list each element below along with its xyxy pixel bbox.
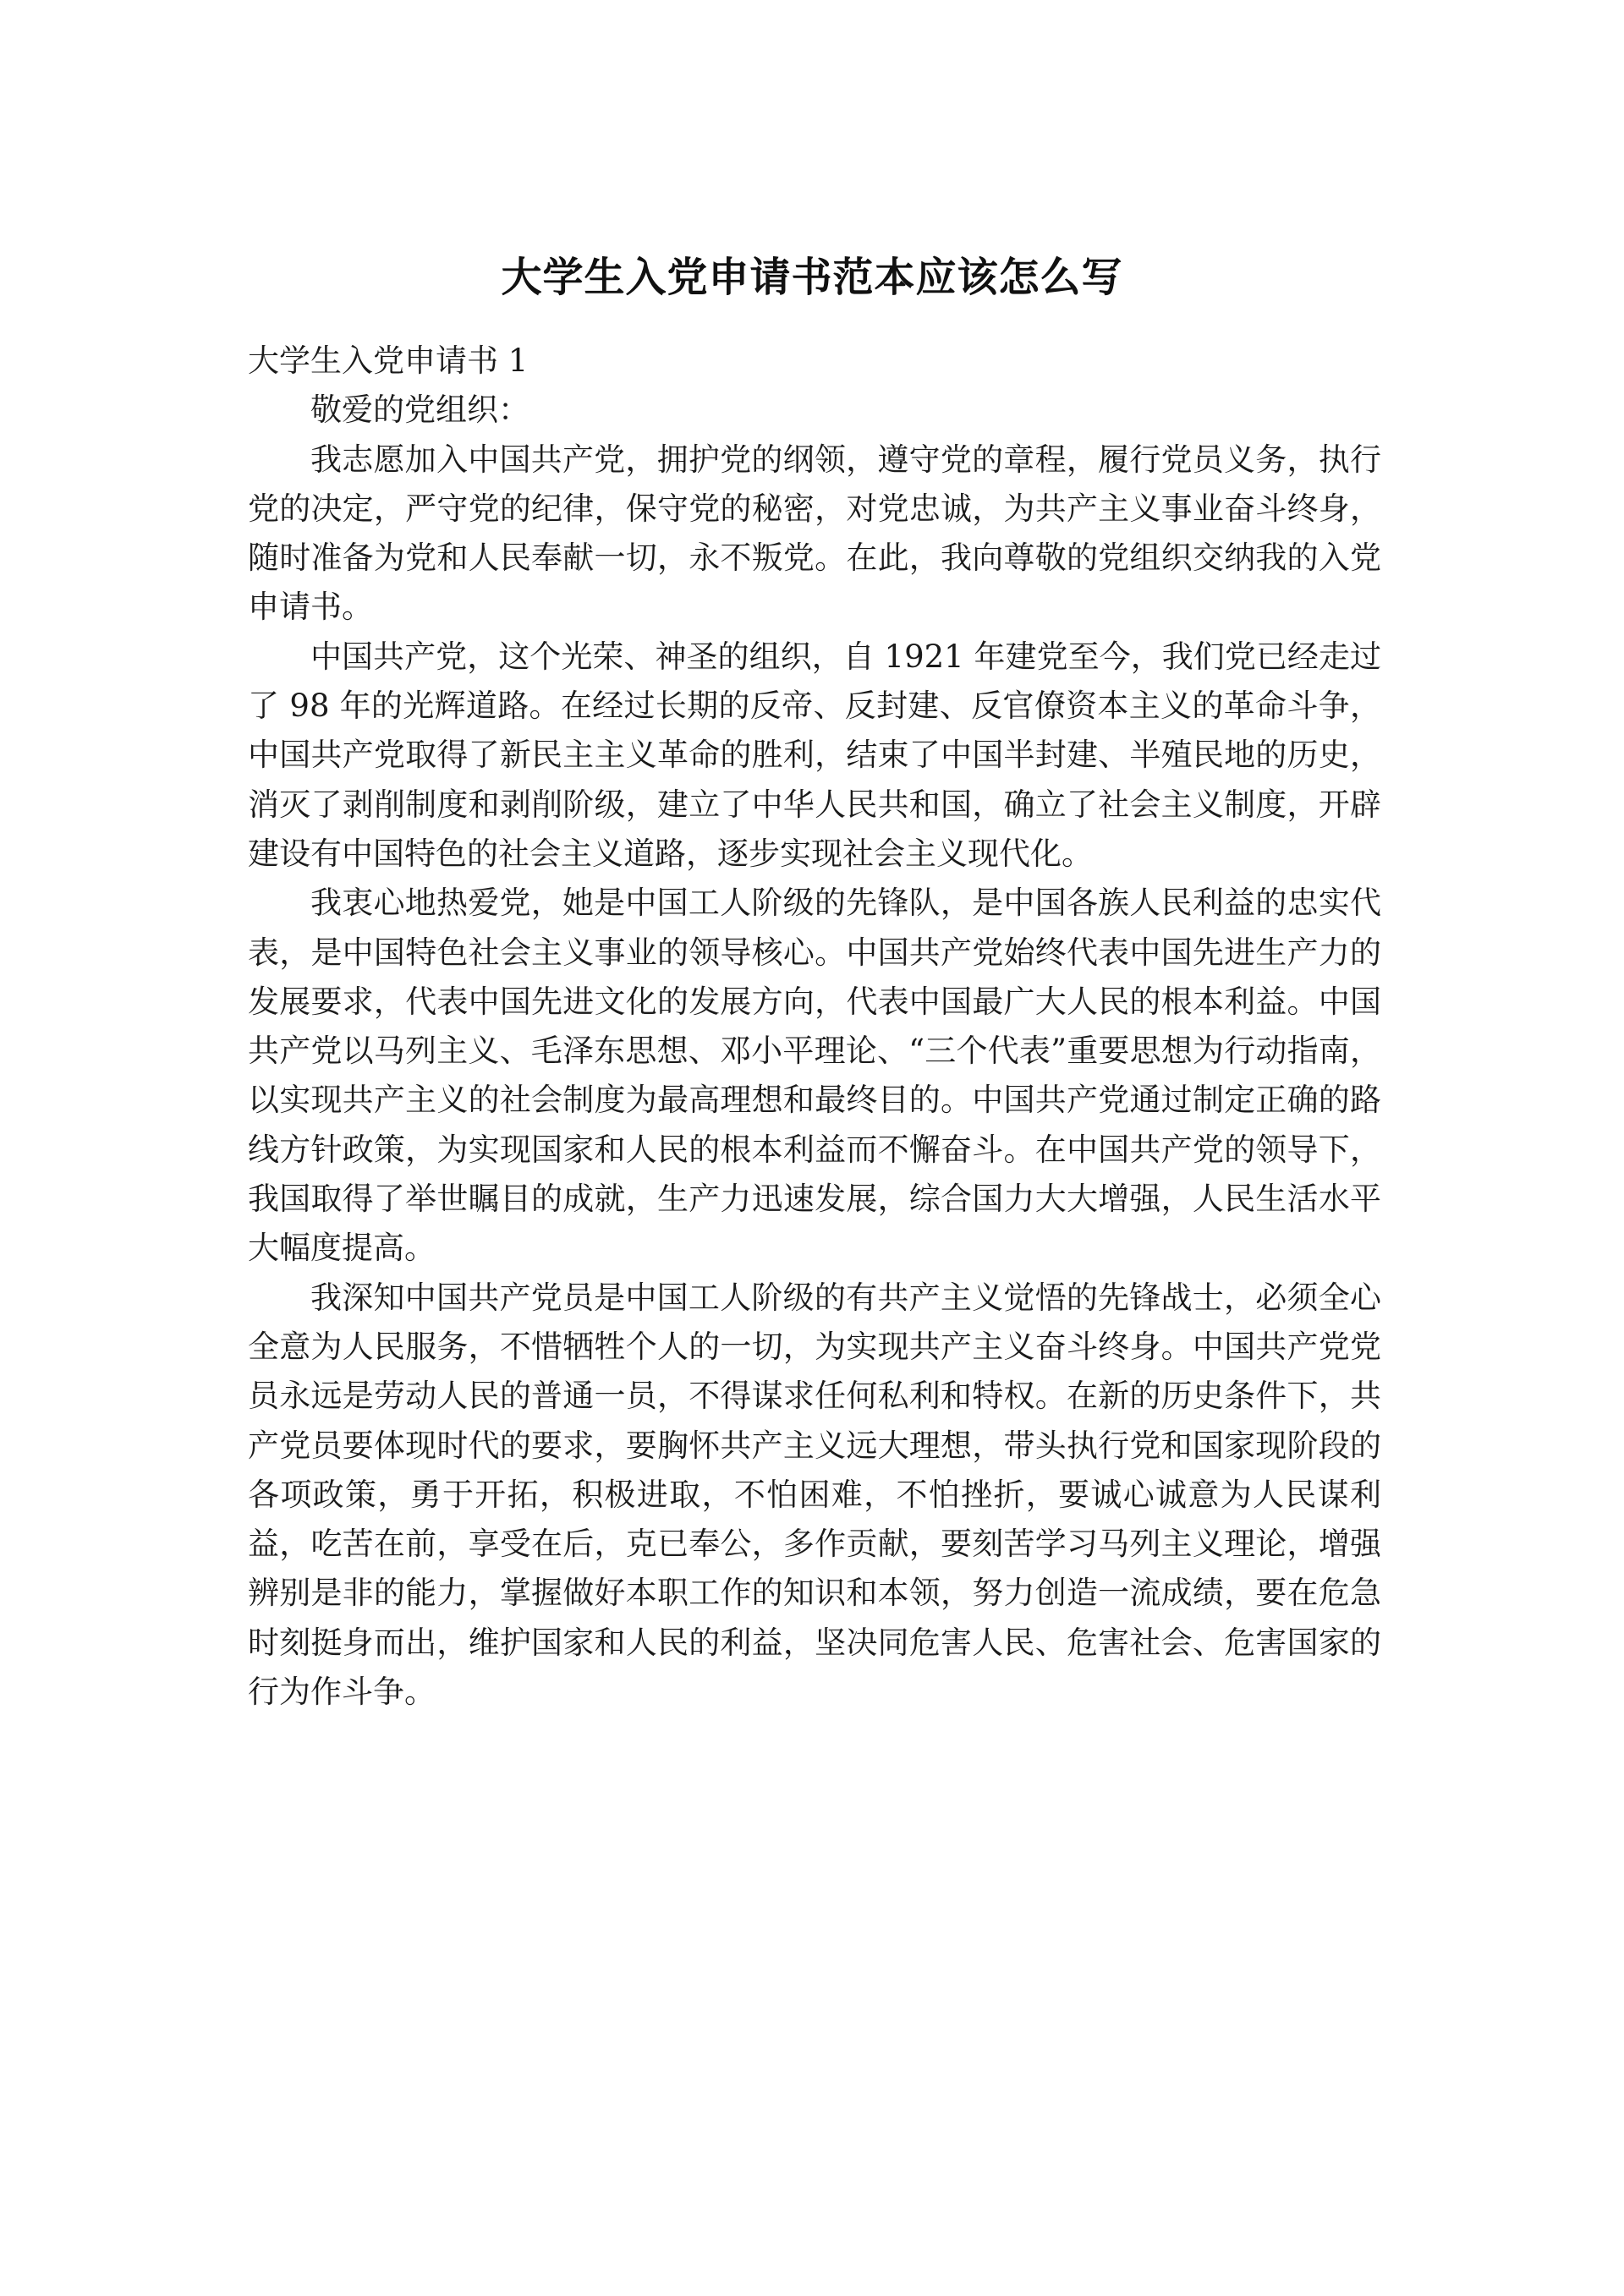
salutation: 敬爱的党组织： [310, 392, 529, 429]
document-body [248, 337, 1381, 1717]
paragraph: 我志愿加入中国共产党，拥护党的纲领，遵守党的章程，履行党员义务，执行党的决定，严守党的纪律，保守党的秘密，对党忠诚，为共产主义事业奋斗终身，随时准备为党和人民奉献一切，永不叛党。在此，我向尊敬的党组织交纳我的入党申请书。 [248, 441, 1381, 626]
paragraph: 中国共产党，这个光荣、神圣的组织，自 1921 年建党至今，我们党已经走过了 98 年的光辉道路。在经过长期的反帝、反封建、反官僚资本主义的革命斗争，中国共产党取得了新民主主义革命的胜利，结束了中国半封建、半殖民地的历史，消灭了剥削制度和剥削阶级，建立了中华人民共和国，确立了社会主义制度，开辟建设有中国特色的社会主义道路，逐步实现社会主义现代化。 [248, 638, 1381, 872]
section-heading: 大学生入党申请书 1 [248, 342, 529, 379]
paragraph: 我衷心地热爱党，她是中国工人阶级的先锋队，是中国各族人民利益的忠实代表，是中国特色社会主义事业的领导核心。中国共产党始终代表中国先进生产力的发展要求，代表中国先进文化的发展方向，代表中国最广大人民的根本利益。中国共产党以马列主义、毛泽东思想、邓小平理论、“三个代表”重要思想为行动指南，以实现共产主义的社会制度为最高理想和最终目的。中国共产党通过制定正确的路线方针政策，为实现国家和人民的根本利益而不懈奋斗。在中国共产党的领导下，我国取得了举世瞩目的成就，生产力迅速发展，综合国力大大增强，人民生活水平大幅度提高。 [248, 885, 1381, 1267]
page-title: 大学生入党申请书范本应该怎么写 [501, 254, 1123, 301]
paragraph: 我深知中国共产党员是中国工人阶级的有共产主义觉悟的先锋战士，必须全心全意为人民服务，不惜牺牲个人的一切，为实现共产主义奋斗终身。中国共产党党员永远是劳动人民的普通一员，不得谋求任何私利和特权。在新的历史条件下，共产党员要体现时代的要求，要胸怀共产主义远大理想，带头执行党和国家现阶段的各项政策，勇于开拓，积极进取，不怕困难，不怕挫折，要诚心诚意为人民谋利益，吃苦在前，享受在后，克已奉公，多作贡献，要刻苦学习马列主义理论，增强辨别是非的能力，掌握做好本职工作的知识和本领，努力创造一流成绩，要在危急时刻挺身而出，维护国家和人民的利益，坚决同危害人民、危害社会、危害国家的行为作斗争。 [248, 1279, 1381, 1711]
